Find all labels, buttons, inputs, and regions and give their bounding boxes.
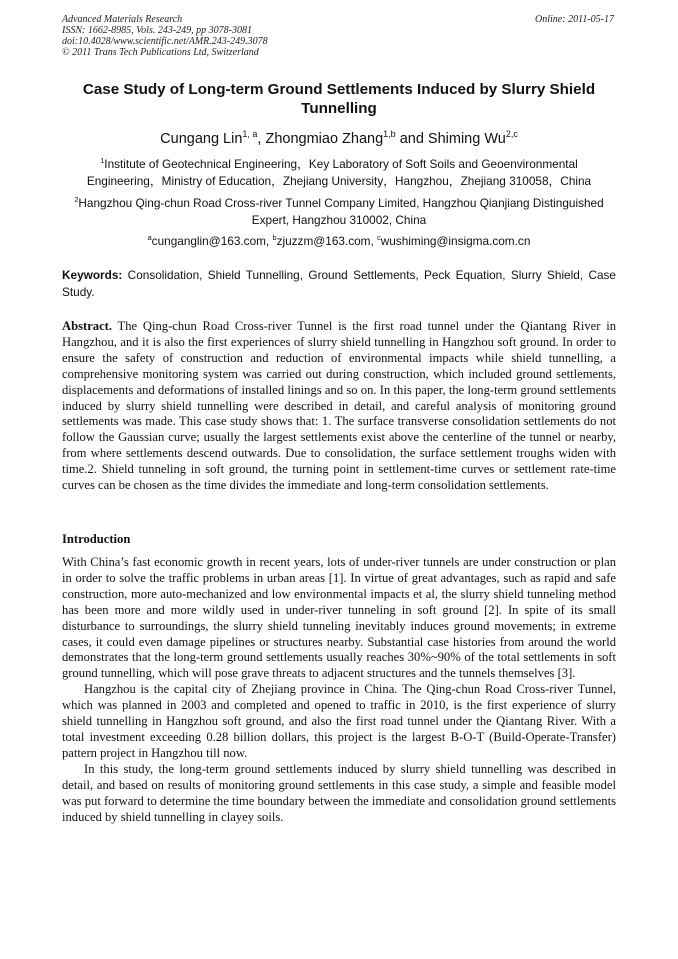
- paragraph: With China’s fast economic growth in recent years, lots of under-river tunnels are under construction or plan in order to solve the traffic problems in urban areas [1]. In virtue of great advantages, such as rapid and safe construction, more auto-mechanized and low environmental impacts et al, the slurry shield tunneling method has been more and more wildly used in under-river tunneling in soft ground [2]. In spite of its small disturbance to surroundings, the slurry shield tunneling inevitably induces ground movements; in extreme cases, it could even damage pipelines or structures nearby. Substantial case histories from around the world demonstrates that the long-term ground settlements usually reaches 30%~90% of the total settlements in soft ground tunnelling, which will pose grave threats to adjacent structures and the tunnels themselves [3].: [62, 555, 616, 681]
- section-heading-introduction: Introduction: [62, 532, 131, 546]
- author-name: Zhongmiao Zhang: [265, 131, 384, 147]
- affiliation-text: Institute of Geotechnical Engineering，Key Laboratory of Soft Soils and Geoenvironmental Engineering，Ministry of Education，Zhejiang University，Hangzhou，Zhejiang 310058，China: [86, 157, 592, 188]
- abstract-label: Abstract.: [62, 319, 113, 333]
- affiliation-superscript: 2: [74, 195, 79, 205]
- email-address: zjuzzm@163.com,: [276, 234, 378, 248]
- author-superscript: 1,b: [383, 129, 396, 140]
- doi-line: doi:10.4028/www.scientific.net/AMR.243-249.3078: [62, 36, 268, 47]
- author-superscript: 1, a: [242, 129, 258, 140]
- affiliation-text: Hangzhou Qing-chun Road Cross-river Tunnel Company Limited, Hangzhou Qianjiang Distinguished Expert, Hangzhou 310002, China: [78, 196, 604, 227]
- abstract-text: The Qing-chun Road Cross-river Tunnel is the first road tunnel under the Qiantang River in Hangzhou, and it is also the first experiences of slurry shield tunnelling in Hangzhou soft ground. In order to ensure the safety of construction and reduction of environmental impacts while shield tunnelling, a comprehensive monitoring system was carried out during construction, which included ground settlements, displacements and deformations of installed linings and so on. In this paper, the long-term ground settlements induced by slurry shield tunnelling were described in detail, and careful analysis of monitoring ground settlements was made. This case study shows that: 1. The surface transverse consolidation settlements do not follow the Gaussian curve; usually the largest settlements exist above the centerline of the tunnel or nearby, from where settlements descend outwards. Due to consolidation, the surface settlement troughs widen with time.2. Shield tunneling in soft ground, the turning point in settlement-time curves or settlement rate-time curves can be chosen as the time divides the immediate and long-term consolidation settlements.: [62, 319, 616, 493]
- author-list: [62, 130, 616, 148]
- author-separator: and: [395, 131, 428, 147]
- keywords-text: Consolidation, Shield Tunnelling, Ground Settlements, Peck Equation, Slurry Shield, Case Study.: [62, 268, 616, 299]
- author-superscript: 2,c: [505, 129, 518, 140]
- affiliation-superscript: 1: [100, 156, 105, 166]
- keywords: [62, 267, 616, 301]
- author-separator: ,: [257, 131, 266, 147]
- paper-title: Case Study of Long-term Ground Settlements Induced by Slurry Shield Tunnelling: [82, 81, 596, 117]
- author-name: Cungang Lin: [160, 131, 243, 147]
- email-list: [62, 233, 616, 250]
- email-address: cunganglin@163.com,: [151, 234, 273, 248]
- copyright-line: © 2011 Trans Tech Publications Ltd, Switzerland: [62, 47, 259, 58]
- email-superscript: c: [377, 233, 381, 243]
- affiliation-1: [62, 156, 616, 190]
- affiliation-2: [62, 195, 616, 229]
- paragraph: In this study, the long-term ground settlements induced by slurry shield tunnelling was described in detail, and based on results of monitoring ground settlements in this case study, a simple and feasible model was put forward to determine the time boundary between the immediate and consolidation ground settlements induced by shield tunnelling in clayey soils.: [62, 761, 616, 824]
- author-name: Shiming Wu: [427, 131, 506, 147]
- email-superscript: b: [272, 233, 277, 243]
- keywords-label: Keywords:: [62, 268, 123, 282]
- email-superscript: a: [147, 233, 152, 243]
- introduction-body: [62, 555, 616, 825]
- online-date: Online: 2011-05-17: [535, 14, 614, 25]
- issn-line: ISSN: 1662-8985, Vols. 243-249, pp 3078-3081: [62, 25, 252, 36]
- abstract: [62, 319, 616, 494]
- journal-name: Advanced Materials Research: [62, 14, 183, 25]
- paragraph: Hangzhou is the capital city of Zhejiang province in China. The Qing-chun Road Cross-river Tunnel, which was planned in 2003 and completed and opened to traffic in 2010, is the first experience of slurry shield tunnelling in Hangzhou soft ground, and also the first road tunnel under the Qiantang River. With a total investment exceeding 0.28 billion dollars, this project is the largest B-O-T (Build-Operate-Transfer) pattern project in Hangzhou till now.: [62, 682, 616, 760]
- email-address: wushiming@insigma.com.cn: [380, 234, 531, 248]
